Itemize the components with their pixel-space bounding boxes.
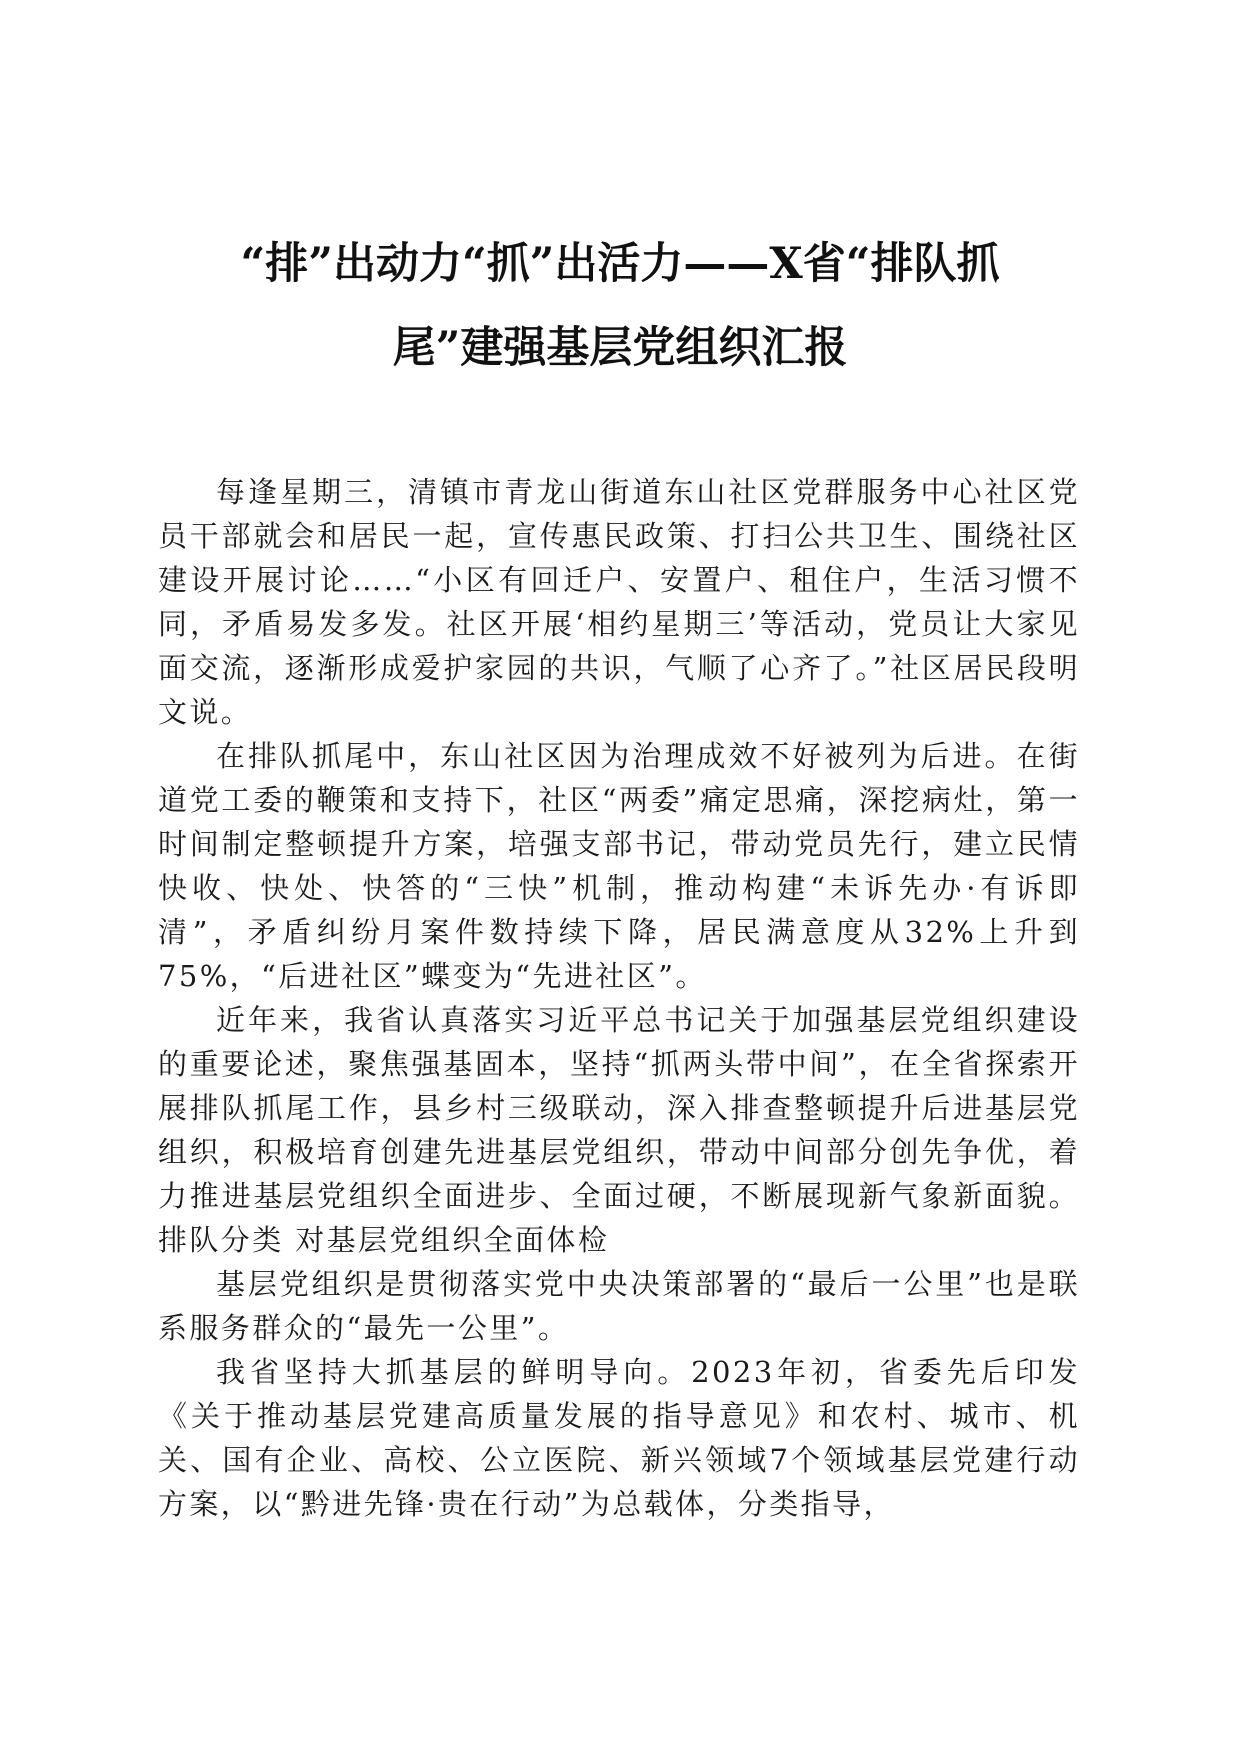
document-body: [158, 470, 1080, 1526]
paragraph: 近年来，我省认真落实习近平总书记关于加强基层党组织建设的重要论述，聚焦强基固本，坚持“抓两头带中间”，在全省探索开展排队抓尾工作，县乡村三级联动，深入排查整顿提升后进基层党组织，积极培育创建先进基层党组织，带动中间部分创先争优，着力推进基层党组织全面进步、全面过硬，不断展现新气象新面貌。排队分类 对基层党组织全面体检: [158, 1003, 1080, 1257]
paragraph: 每逢星期三，清镇市青龙山街道东山社区党群服务中心社区党员干部就会和居民一起，宣传惠民政策、打扫公共卫生、围绕社区建设开展讨论……“小区有回迁户、安置户、租住户，生活习惯不同，矛盾易发多发。社区开展‘相约星期三’等活动，党员让大家见面交流，逐渐形成爱护家园的共识，气顺了心齐了。”社区居民段明文说。: [158, 475, 1080, 729]
paragraph: 我省坚持大抓基层的鲜明导向。2023年初，省委先后印发《关于推动基层党建高质量发展的指导意见》和农村、城市、机关、国有企业、高校、公立医院、新兴领域7个领域基层党建行动方案，以“黔进先锋·贵在行动”为总载体，分类指导，: [158, 1355, 1080, 1521]
paragraph: 在排队抓尾中，东山社区因为治理成效不好被列为后进。在街道党工委的鞭策和支持下，社区“两委”痛定思痛，深挖病灶，第一时间制定整顿提升方案，培强支部书记，带动党员先行，建立民情快收、快处、快答的“三快”机制，推动构建“未诉先办·有诉即清”，矛盾纠纷月案件数持续下降，居民满意度从32%上升到75%，“后进社区”蝶变为“先进社区”。: [158, 739, 1080, 993]
title-line-1: “排”出动力“抓”出活力——X省“排队抓: [240, 239, 1000, 289]
title-line-2: 尾”建强基层党组织汇报: [392, 323, 848, 373]
document-title: [150, 222, 1090, 390]
paragraph: 基层党组织是贯彻落实党中央决策部署的“最后一公里”也是联系服务群众的“最先一公里”。: [158, 1267, 1080, 1345]
